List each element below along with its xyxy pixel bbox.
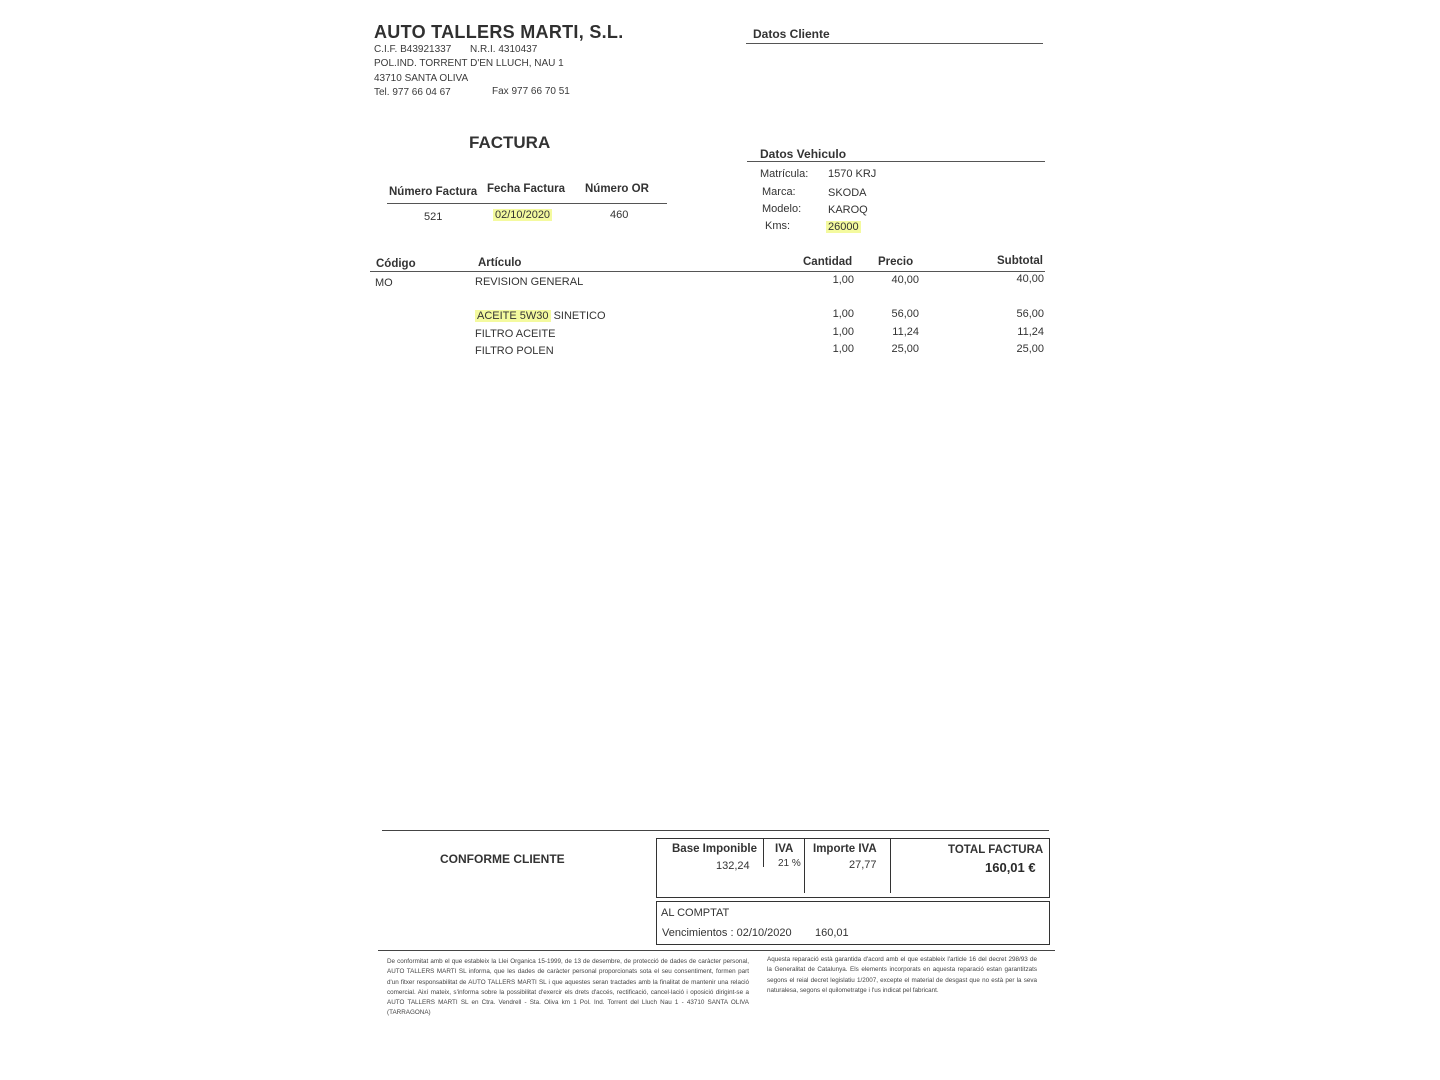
items-price-header: Precio xyxy=(878,256,914,268)
item-subtotal: 56,00 xyxy=(1016,308,1044,320)
company-phone: Tel. 977 66 04 67 xyxy=(374,87,451,98)
items-article-header: Artículo xyxy=(478,257,522,269)
client-heading: Datos Cliente xyxy=(753,27,830,41)
vehicle-plate-label: Matrícula: xyxy=(760,168,809,180)
items-code-header: Código xyxy=(376,258,416,270)
vehicle-heading: Datos Vehiculo xyxy=(760,147,847,161)
vehicle-kms-value: 26000 xyxy=(828,221,859,233)
item-price: 40,00 xyxy=(891,274,919,286)
company-name: AUTO TALLERS MARTI, S.L. xyxy=(374,22,624,42)
items-subtotal-header: Subtotal xyxy=(997,255,1043,267)
footer-divider xyxy=(382,830,1049,831)
item-price: 56,00 xyxy=(891,308,919,320)
invoice-total-label: TOTAL FACTURA xyxy=(948,844,1044,856)
privacy-notice: De conformitat amb el que estableix la Llei Organica 15-1999, de 13 de desembre, de protecció de dades de caràcter personal, AUTO TALLERS MARTI SL informa, que les dades de caràcter personal proporcionats sota el seu consentiment, formen part d'un fitxer responsabilitat de AUTO TALLERS MARTI SL i que aquestes seran tractades amb la finalitat de mantenir una relació comercial. Així mateix, s'informa sobre la possibilitat d'exercir els drets d'accés, rectificació, cancel·lació i oposició dirigint-se a AUTO TALLERS MARTI SL en Ctra. Vendrell - Sta. Oliva km 1 Pol. Ind. Torrent del Lluch Nau 1 - 43710 SANTA OLIVA (TARRAGONA) xyxy=(387,958,749,1017)
invoice-number: 521 xyxy=(424,211,443,223)
company-address-line2: 43710 SANTA OLIVA xyxy=(374,73,469,84)
vehicle-kms-label: Kms: xyxy=(765,220,791,232)
company-nri: N.R.I. 4310437 xyxy=(470,44,538,55)
item-price: 11,24 xyxy=(892,326,919,338)
item-quantity: 1,00 xyxy=(832,326,854,338)
company-fax: Fax 977 66 70 51 xyxy=(492,86,570,97)
items-quantity-header: Cantidad xyxy=(803,256,853,268)
tax-base-value: 132,24 xyxy=(716,860,750,872)
document-title: FACTURA xyxy=(469,133,551,152)
invoice-number-header: Número Factura xyxy=(389,186,478,198)
item-article: FILTRO ACEITE xyxy=(475,328,556,340)
vat-label: IVA xyxy=(775,843,794,855)
item-code: MO xyxy=(375,277,393,289)
payment-method: AL COMPTAT xyxy=(661,907,730,919)
invoice-date-header: Fecha Factura xyxy=(487,183,565,195)
vat-amount-value: 27,77 xyxy=(849,859,877,871)
or-number: 460 xyxy=(610,209,629,221)
item-article xyxy=(475,310,606,322)
invoice-total-value: 160,01 € xyxy=(985,860,1036,875)
item-subtotal: 40,00 xyxy=(1016,273,1044,285)
vehicle-brand-label: Marca: xyxy=(762,186,796,198)
item-article-highlight: ACEITE 5W30 xyxy=(477,310,549,322)
item-quantity: 1,00 xyxy=(832,274,854,286)
client-divider xyxy=(746,43,1043,44)
vehicle-brand-value: SKODA xyxy=(828,187,867,199)
item-price: 25,00 xyxy=(891,343,919,355)
item-article-rest: SINETICO xyxy=(550,310,606,322)
vehicle-model-label: Modelo: xyxy=(762,203,802,215)
item-subtotal: 25,00 xyxy=(1016,343,1044,355)
company-cif: C.I.F. B43921337 xyxy=(374,44,452,55)
item-quantity: 1,00 xyxy=(832,343,854,355)
item-subtotal: 11,24 xyxy=(1017,326,1044,338)
totals-separator xyxy=(890,839,891,893)
items-header-divider xyxy=(370,271,1045,272)
totals-separator xyxy=(804,839,805,893)
or-number-header: Número OR xyxy=(585,183,649,195)
due-date-label: Vencimientos : 02/10/2020 xyxy=(662,927,792,939)
customer-agreement-label: CONFORME CLIENTE xyxy=(440,852,565,866)
company-address-line1: POL.IND. TORRENT D'EN LLUCH, NAU 1 xyxy=(374,58,564,69)
vehicle-model-value: KAROQ xyxy=(828,204,868,216)
item-quantity: 1,00 xyxy=(832,308,854,320)
legal-divider xyxy=(378,950,1055,951)
item-article: REVISION GENERAL xyxy=(475,276,584,288)
invoice-date: 02/10/2020 xyxy=(495,209,551,221)
vehicle-plate-value: 1570 KRJ xyxy=(828,168,877,180)
vat-rate: 21 % xyxy=(778,858,801,869)
due-amount: 160,01 xyxy=(815,927,849,939)
totals-separator xyxy=(763,839,764,867)
tax-base-label: Base Imponible xyxy=(672,843,757,855)
item-article: FILTRO POLEN xyxy=(475,345,554,357)
warranty-notice: Aquesta reparació està garantida d'acord amb el que estableix l'article 16 del decret 298/93 de la Generalitat de Catalunya. Els elements incorporats en aquesta reparació estan garantitzats segons el reial decret legislatiu 1/2007, excepte el material de desgast que no està per la seva naturalesa, segons el quilometratge i l'us indicat pel fabricant. xyxy=(767,956,1037,994)
vat-amount-label: Importe IVA xyxy=(813,843,877,855)
vehicle-divider xyxy=(747,161,1045,162)
invoice-header-divider xyxy=(387,203,667,204)
